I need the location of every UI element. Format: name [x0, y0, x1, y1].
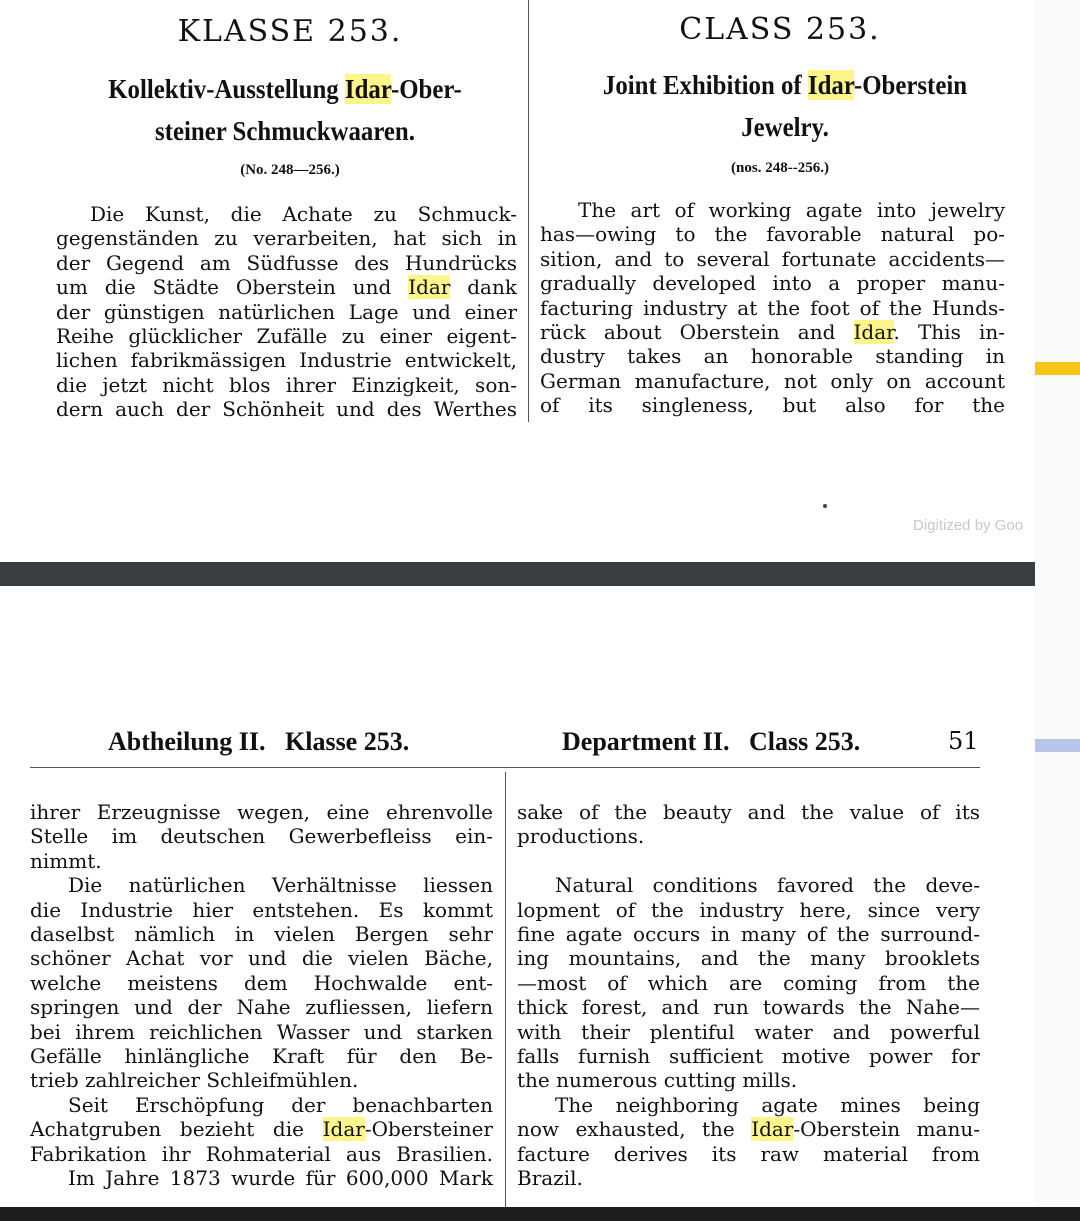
- title-text: steiner Schmuckwaaren.: [155, 116, 415, 146]
- search-highlight: Idar: [807, 70, 854, 100]
- text-line: Stelle im deutschen Gewerbefleiss ein-: [30, 824, 493, 849]
- text-line: thick forest, and run towards the Nahe—: [517, 995, 980, 1020]
- klasse-heading: KLASSE 253.: [177, 14, 403, 49]
- text-line: nimmt.: [30, 848, 102, 873]
- scrollbar-track[interactable]: [1035, 0, 1080, 1221]
- text-line: die Industrie hier entstehen. Es kommt: [30, 897, 493, 922]
- title-text: Kollektiv-Ausstellung: [108, 74, 345, 104]
- text-line: facture derives its raw material from: [517, 1141, 980, 1166]
- text-line: has—owing to the favorable natural po-: [540, 222, 1005, 247]
- text-line: um die Städte Oberstein und Idar dank: [56, 275, 517, 300]
- text-line: Seit Erschöpfung der benachbarten: [68, 1092, 493, 1117]
- search-highlight: Idar: [408, 275, 451, 300]
- text-line: Brazil.: [517, 1166, 583, 1191]
- text-line: rück about Oberstein and Idar. This in-: [540, 320, 1005, 345]
- text-line: schöner Achat vor und die vielen Bäche,: [30, 946, 493, 971]
- english-numbers: (nos. 248--256.): [731, 160, 829, 176]
- text-line: dustry takes an honorable standing in: [540, 344, 1005, 369]
- title-text: -Ober-: [390, 74, 462, 104]
- text-line: The neighboring agate mines being: [555, 1092, 980, 1117]
- search-highlight: Idar: [853, 320, 894, 345]
- text-line: Fabrikation ihr Rohmaterial aus Brasilien.: [30, 1141, 493, 1166]
- search-highlight: Idar: [322, 1117, 365, 1142]
- text-line: the numerous cutting mills.: [517, 1068, 798, 1093]
- text-line: ing mountains, and the many brooklets: [517, 946, 980, 971]
- text-line: die jetzt nicht blos ihrer Einzigkeit, son-: [56, 372, 517, 397]
- text-line: lichen fabrikmässigen Industrie entwickelt,: [56, 348, 517, 373]
- search-highlight: Idar: [751, 1117, 794, 1142]
- text-line: trieb zahlreicher Schleifmühlen.: [30, 1068, 359, 1093]
- text-line: der günstigen natürlichen Lage und einer: [56, 299, 517, 324]
- title-text: -Oberstein: [853, 70, 968, 100]
- text-line: with their plentiful water and powerful: [517, 1019, 980, 1044]
- bottom-toolbar: [0, 1207, 1080, 1221]
- text-line: Die Kunst, die Achate zu Schmuck-: [90, 202, 517, 226]
- text-line: Reihe glücklicher Zufälle zu einer eigent-: [56, 324, 517, 349]
- german-column: [30, 800, 493, 1191]
- text-line: springen und der Nahe zufliessen, liefern: [30, 995, 493, 1020]
- text-line: of its singleness, but also for the: [540, 393, 1005, 418]
- text-line: Im Jahre 1873 wurde für 600,000 Mark: [68, 1166, 493, 1191]
- text-line: gradually developed into a proper manu-: [540, 271, 1005, 296]
- text-line: falls furnish sufficient motive power for: [517, 1044, 980, 1069]
- german-paragraph: [56, 202, 517, 422]
- text-line: gegenständen zu verarbeiten, hat sich in: [56, 226, 517, 251]
- title-text: Jewelry.: [741, 112, 829, 142]
- text-line: facturing industry at the foot of the Hunds-: [540, 295, 1005, 320]
- english-paragraph: [540, 198, 1005, 418]
- page-number: 51: [948, 727, 979, 755]
- text-line: ihrer Erzeugnisse wegen, eine ehrenvolle: [30, 800, 493, 824]
- text-line: Natural conditions favored the deve-: [555, 873, 980, 898]
- text-line: The art of working agate into jewelry: [578, 198, 1005, 222]
- text-line: daselbst nämlich in vielen Bergen sehr: [30, 922, 493, 947]
- digitized-watermark: Digitized by Goo: [913, 517, 1024, 534]
- text-line: fine agate occurs in many of the surround-: [517, 922, 980, 947]
- text-line: Achatgruben bezieht die Idar-Obersteiner: [30, 1117, 493, 1142]
- search-hit-marker[interactable]: [1035, 362, 1080, 375]
- blank-line: [517, 849, 980, 873]
- page-header-left: Abtheilung II. Klasse 253.: [108, 727, 410, 756]
- class-heading: CLASS 253.: [679, 12, 881, 47]
- text-line: German manufacture, not only on account: [540, 368, 1005, 393]
- text-line: Die natürlichen Verhältnisse liessen: [68, 873, 493, 898]
- text-line: dern auch der Schönheit und des Werthes: [56, 397, 517, 422]
- text-line: Gefälle hinlängliche Kraft für den Be-: [30, 1044, 493, 1069]
- text-line: welche meistens dem Hochwalde ent-: [30, 970, 493, 995]
- text-line: sition, and to several fortunate accidents—: [540, 246, 1005, 271]
- german-title: [60, 68, 511, 152]
- english-column: [517, 800, 980, 1190]
- text-line: now exhausted, the Idar-Oberstein manu-: [517, 1117, 980, 1142]
- english-title: [550, 64, 1019, 148]
- german-numbers: (No. 248—256.): [240, 162, 340, 178]
- text-line: productions.: [517, 824, 645, 849]
- page-divider: [0, 562, 1035, 586]
- page-header-right: Department II. Class 253.: [562, 727, 861, 756]
- column-rule: [505, 772, 506, 1212]
- text-line: —most of which are coming from the: [517, 970, 980, 995]
- text-line: lopment of the industry here, since very: [517, 897, 980, 922]
- text-line: der Gegend am Südfusse des Hundrücks: [56, 250, 517, 275]
- scan-speck: [823, 504, 827, 508]
- text-line: sake of the beauty and the value of its: [517, 800, 980, 824]
- header-rule: [30, 767, 980, 768]
- current-view-marker[interactable]: [1035, 739, 1080, 752]
- search-highlight: Idar: [344, 74, 391, 104]
- text-line: bei ihrem reichlichen Wasser und starken: [30, 1019, 493, 1044]
- column-rule: [528, 0, 529, 422]
- title-text: Joint Exhibition of: [602, 70, 808, 100]
